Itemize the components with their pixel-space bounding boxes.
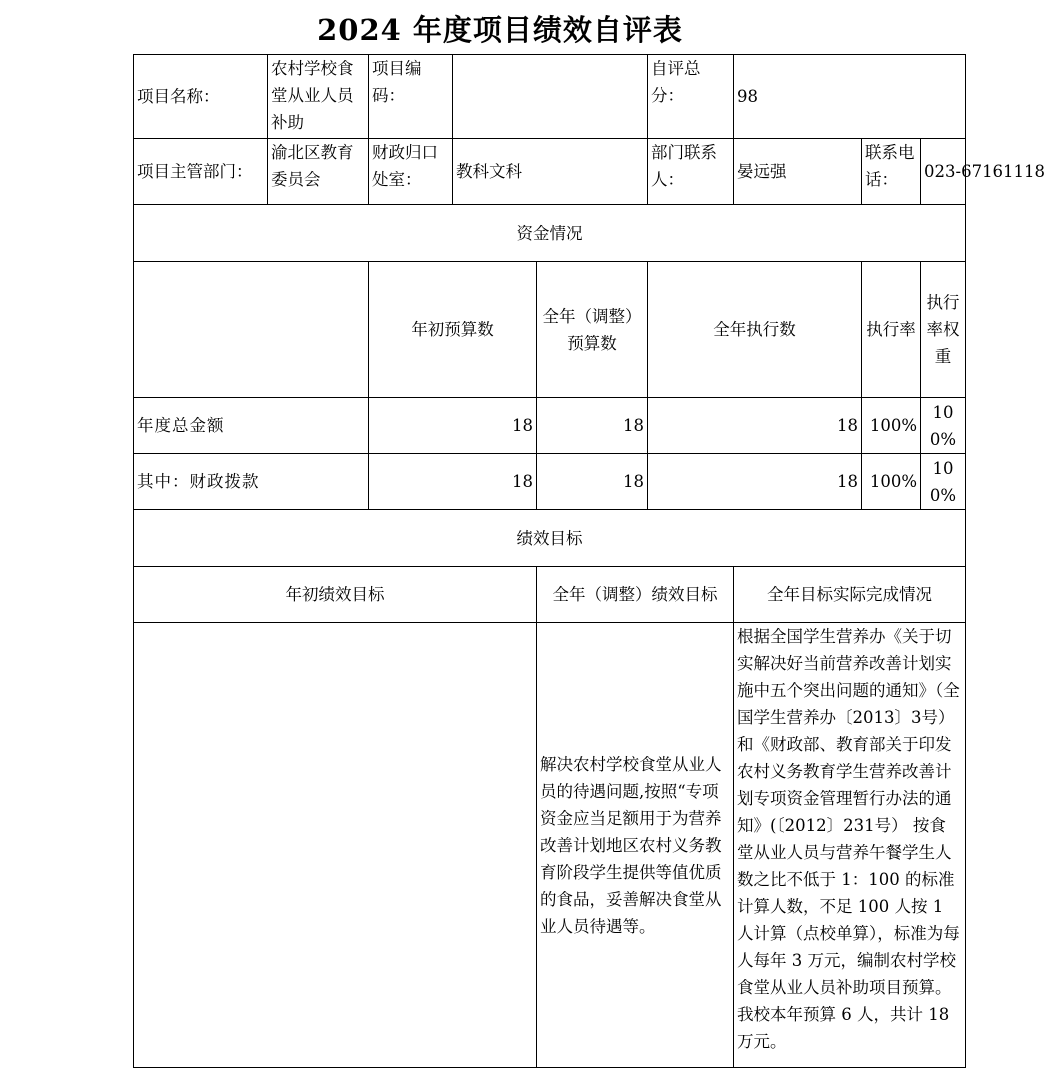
info-row-2 bbox=[134, 139, 966, 205]
funds-section-row bbox=[134, 205, 966, 262]
exec-rate-cell: 100% bbox=[862, 398, 921, 454]
funds-section-title: 资金情况 bbox=[134, 205, 966, 262]
initial-budget-cell: 18 bbox=[369, 454, 537, 510]
header-adjusted-budget: 全年（调整）预算数 bbox=[537, 262, 648, 398]
header-adjusted-goal: 全年（调整）绩效目标 bbox=[537, 567, 734, 623]
finance-value: 教科文科 bbox=[453, 139, 648, 205]
header-rate-weight: 执行率权重 bbox=[921, 262, 966, 398]
project-code-value bbox=[453, 55, 648, 139]
funds-row-fiscal bbox=[134, 454, 966, 510]
funds-header-blank bbox=[134, 262, 369, 398]
info-row-1 bbox=[134, 55, 966, 139]
self-score-value: 98 bbox=[734, 55, 966, 139]
perf-section-row bbox=[134, 510, 966, 567]
funds-header-row bbox=[134, 262, 966, 398]
phone-label: 联系电话： bbox=[862, 139, 921, 205]
header-exec-rate: 执行率 bbox=[862, 262, 921, 398]
adjusted-budget-cell: 18 bbox=[537, 454, 648, 510]
funds-row-total bbox=[134, 398, 966, 454]
project-name-value: 农村学校食堂从业人员补助 bbox=[268, 55, 369, 139]
dept-label: 项目主管部门： bbox=[134, 139, 268, 205]
contact-label: 部门联系人： bbox=[648, 139, 734, 205]
exec-rate-cell: 100% bbox=[862, 454, 921, 510]
header-executed: 全年执行数 bbox=[648, 262, 862, 398]
row-label: 其中：财政拨款 bbox=[134, 454, 369, 510]
self-score-label: 自评总分： bbox=[648, 55, 734, 139]
page-title: 2024 年度项目绩效自评表 bbox=[317, 13, 683, 47]
perf-body-row bbox=[134, 623, 966, 1068]
actual-completion-cell: 根据全国学生营养办《关于切实解决好当前营养改善计划实施中五个突出问题的通知》（全国学生营养办〔2013〕3号）和《财政部、教育部关于印发农村义务教育学生营养改善计划专项资金管理暂行办法的通知》(〔2012〕231号） 按食堂从业人员与营养午餐学生人数之比不低于 1：100 的标准计算人数，不足 100 人按 1 人计算（点校单算），标准为每人每年 3 万元，编制农村学校食堂从业人员补助项目预算。我校本年预算 6 人，共计 18 万元。 bbox=[734, 623, 966, 1068]
perf-header-row bbox=[134, 567, 966, 623]
contact-value: 晏远强 bbox=[734, 139, 862, 205]
header-actual: 全年目标实际完成情况 bbox=[734, 567, 966, 623]
phone-value: 023-67161118 bbox=[921, 139, 966, 205]
project-name-label: 项目名称： bbox=[134, 55, 268, 139]
initial-goal-cell bbox=[134, 623, 537, 1068]
finance-label: 财政归口处室： bbox=[369, 139, 453, 205]
rate-weight-cell: 100% bbox=[921, 398, 966, 454]
row-label: 年度总金额 bbox=[134, 398, 369, 454]
executed-cell: 18 bbox=[648, 454, 862, 510]
self-evaluation-table bbox=[133, 54, 1045, 1068]
adjusted-budget-cell: 18 bbox=[537, 398, 648, 454]
header-initial-goal: 年初绩效目标 bbox=[134, 567, 537, 623]
rate-weight-cell: 100% bbox=[921, 454, 966, 510]
adjusted-goal-cell: 解决农村学校食堂从业人员的待遇问题,按照“专项资金应当足额用于为营养改善计划地区农村义务教育阶段学生提供等值优质的食品，妥善解决食堂从业人员待遇等。 bbox=[537, 623, 734, 1068]
project-code-label: 项目编码： bbox=[369, 55, 453, 139]
perf-section-title: 绩效目标 bbox=[134, 510, 966, 567]
executed-cell: 18 bbox=[648, 398, 862, 454]
initial-budget-cell: 18 bbox=[369, 398, 537, 454]
header-initial-budget: 年初预算数 bbox=[369, 262, 537, 398]
dept-value: 渝北区教育委员会 bbox=[268, 139, 369, 205]
